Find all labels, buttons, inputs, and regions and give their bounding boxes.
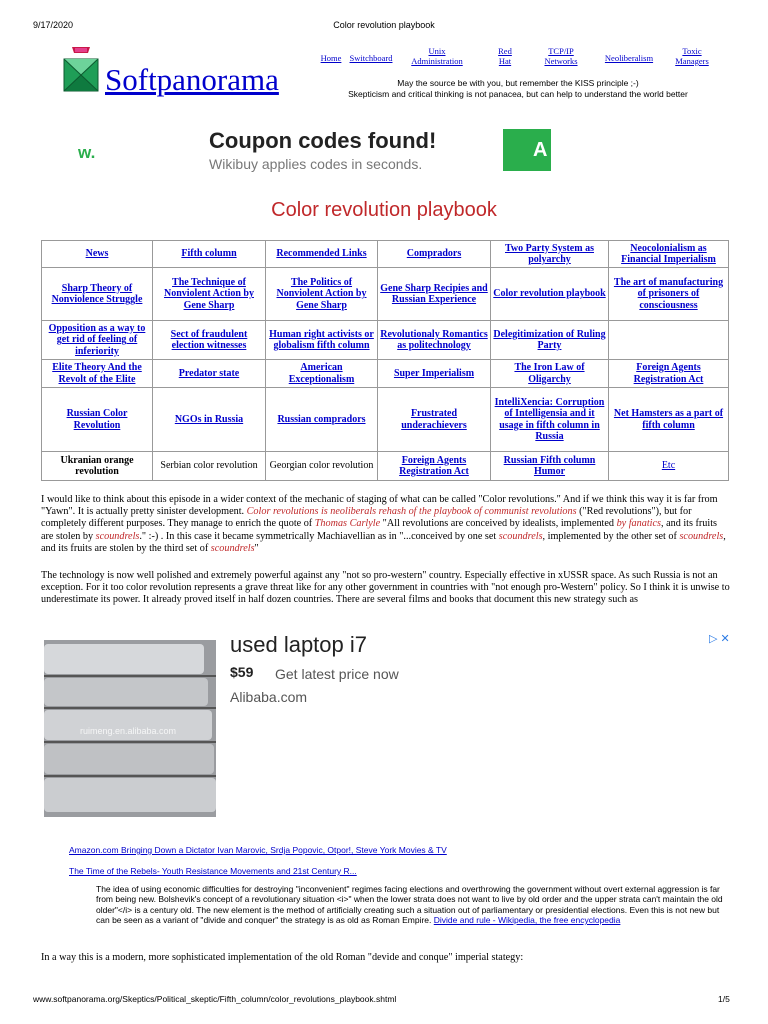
amazon-link[interactable]: Amazon.com Bringing Down a Dictator Ivan Marovic, Srdja Popovic, Otpor!, Steve York Movies & TV: [69, 845, 447, 855]
highlight-text: scoundrels: [95, 530, 140, 542]
table-link[interactable]: Opposition as a way to get rid of feeling of inferiority: [48, 322, 146, 357]
image-watermark: ruimeng.en.alibaba.com: [80, 726, 177, 736]
paragraph-text: ("Red revolutions"), but for completely different purposes. They manage to enrich the quote of: [41, 506, 692, 530]
table-link[interactable]: Super Imperialism: [393, 367, 475, 379]
table-cell: Ukranian orange revolution: [42, 452, 153, 481]
table-link[interactable]: NGOs in Russia: [174, 413, 244, 425]
highlight-text: scoundrels: [679, 530, 724, 542]
table-link[interactable]: Human right activists or globalism fifth column: [269, 328, 374, 351]
table-cell: [42, 241, 153, 268]
table-cell: [378, 452, 491, 481]
site-motto: May the source be with you, but remember the KISS principle ;-): [397, 78, 639, 88]
ad-choices-close-icon[interactable]: ▷ ✕: [709, 633, 730, 645]
table-link[interactable]: Revolutionaly Romantics as politechnology: [380, 328, 488, 351]
page-number: 1/5: [718, 994, 730, 1004]
table-link[interactable]: Foreign Agents Registration Act: [399, 454, 469, 477]
nav-unix-administration[interactable]: Unix Administration: [411, 46, 463, 66]
table-link[interactable]: Russian Fifth column Humor: [503, 454, 596, 477]
table-link[interactable]: Sect of fraudulent election witnesses: [170, 328, 248, 351]
table-cell: [491, 388, 609, 452]
nav-home[interactable]: Home: [320, 53, 342, 63]
highlight-text: scoundrels: [498, 530, 543, 542]
softpanorama-logo-icon: [63, 47, 99, 93]
table-cell: [42, 360, 153, 388]
table-cell: [266, 388, 378, 452]
table-link[interactable]: Delegitimization of Ruling Party: [493, 328, 606, 351]
table-link[interactable]: Russian compradors: [277, 413, 366, 425]
table-cell: [153, 360, 266, 388]
table-link[interactable]: The Technique of Nonviolent Action by Gene Sharp: [163, 276, 254, 311]
table-link[interactable]: IntelliXencia: Corruption of Intelligensia and it usage in fifth column in Russia: [494, 396, 605, 442]
table-cell: [378, 388, 491, 452]
closing-paragraph: In a way this is a modern, more sophisticated implementation of the old Roman "devide and conque" imperial stategy:: [41, 952, 524, 963]
wikibuy-logo[interactable]: w.: [78, 143, 96, 162]
site-tagline: Skepticism and critical thinking is not panacea, but can help to understand the world better: [348, 89, 688, 99]
highlight-text: by fanatics: [616, 518, 661, 530]
print-date: 9/17/2020: [33, 20, 74, 30]
table-cell: [153, 268, 266, 321]
ad-laptop-site[interactable]: Alibaba.com: [230, 689, 308, 705]
table-cell: [609, 360, 729, 388]
nav-switchboard[interactable]: Switchboard: [349, 53, 393, 63]
table-cell: [378, 360, 491, 388]
table-cell: [609, 452, 729, 481]
table-link[interactable]: Gene Sharp Recipies and Russian Experience: [380, 282, 488, 305]
table-link[interactable]: Color revolution playbook: [493, 288, 606, 300]
table-link[interactable]: Sharp Theory of Nonviolence Struggle: [51, 282, 143, 305]
table-link[interactable]: Predator state: [178, 367, 240, 379]
blockquote: [96, 884, 728, 925]
table-link[interactable]: The art of manufacturing of prisoners of consciousness: [613, 276, 724, 311]
nav-neoliberalism[interactable]: Neoliberalism: [604, 53, 654, 63]
table-cell: [491, 268, 609, 321]
table-link[interactable]: Fifth column: [181, 248, 237, 260]
paragraph-text: , and its fruits are stolen by: [41, 518, 718, 542]
table-cell: [609, 321, 729, 360]
highlight-text: Thomas Carlyle: [314, 518, 381, 530]
table-cell: [153, 321, 266, 360]
nav-red-hat[interactable]: Red Hat: [498, 46, 512, 66]
ad-coupon-button[interactable]: A: [503, 129, 551, 171]
table-cell: [42, 321, 153, 360]
table-cell: [491, 321, 609, 360]
table-link[interactable]: Frustrated underachievers: [401, 408, 467, 431]
ad-coupon-title[interactable]: Coupon codes found!: [209, 128, 437, 153]
table-cell: [266, 321, 378, 360]
table-link[interactable]: Etc: [661, 460, 676, 472]
intro-paragraph: [41, 494, 731, 555]
table-cell: [42, 268, 153, 321]
table-cell: [266, 268, 378, 321]
ad-laptop-title[interactable]: used laptop i7: [230, 632, 367, 657]
paragraph-text: , implemented by the other set of: [542, 530, 677, 542]
site-logo[interactable]: [63, 47, 99, 93]
table-link[interactable]: Two Party System as polyarchy: [505, 242, 594, 265]
table-link[interactable]: Compradors: [406, 248, 462, 260]
table-cell: [609, 268, 729, 321]
table-link[interactable]: News: [85, 248, 109, 260]
page-title: Color revolution playbook: [271, 199, 497, 221]
table-link[interactable]: The Politics of Nonviolent Action by Gene Sharp: [276, 276, 367, 311]
topic-table: [41, 240, 729, 481]
table-cell: [266, 241, 378, 268]
table-link[interactable]: Net Hamsters as a part of fifth column: [613, 408, 724, 431]
rebels-link[interactable]: The Time of the Rebels- Youth Resistance Movements and 21st Century R...: [69, 866, 357, 876]
highlight-text: Color revolutions is neoliberals rehash of the playbook of communist revolutions: [246, 506, 577, 518]
print-title: Color revolution playbook: [333, 20, 435, 30]
table-link[interactable]: Elite Theory And the Revolt of the Elite: [52, 362, 142, 385]
table-link[interactable]: Foreign Agents Registration Act: [633, 362, 704, 385]
nav-tcpip-networks[interactable]: TCP/IP Networks: [544, 46, 578, 66]
table-cell: [491, 360, 609, 388]
ad-coupon-subtitle: Wikibuy applies codes in seconds.: [209, 156, 423, 172]
table-cell: [42, 388, 153, 452]
table-link[interactable]: Recommended Links: [276, 248, 367, 260]
technology-paragraph: The technology is now well polished and extremely powerful against any "not so pro-western" country. Especially effective in xUSSR space. As such Russia is not an exception. For it too color revolution represents a grave threat like for any other government in countries with "not enough pro-Western" policy. So I think it is unwise to underestimate its power. It already proved itself in half dozen countries. There are several films and books that document this new strategy such as: [41, 570, 730, 606]
paragraph-text: ." :-) . In this case it became symmetrically Machiavellian as in "...conceived by one set: [139, 530, 497, 542]
table-link[interactable]: The Iron Law of Oligarchy: [514, 362, 585, 385]
table-cell: Georgian color revolution: [266, 452, 378, 481]
table-cell: [491, 241, 609, 268]
nav-toxic-managers[interactable]: Toxic Managers: [675, 46, 709, 66]
ad-laptop-subtitle: Get latest price now: [275, 666, 399, 682]
table-link[interactable]: American Exceptionalism: [288, 362, 355, 385]
ad-laptop-image[interactable]: [44, 640, 216, 817]
table-cell: [266, 360, 378, 388]
table-cell: [378, 321, 491, 360]
table-cell: [609, 241, 729, 268]
paragraph-text: ": [254, 542, 259, 554]
ad-laptop-price: $59: [230, 664, 254, 680]
table-cell: [609, 388, 729, 452]
print-url: www.softpanorama.org/Skeptics/Political_skeptic/Fifth_column/color_revolutions_playbook.shtml: [33, 994, 397, 1004]
quote-text: The idea of using economic difficulties for destroying "inconvenient" regimes facing elections and overthrowing the government without overt external aggression is far from being new. Bolshevik's concept of a revolutionary situation <i>" when the lower strata does not want to live by old order and the upper strata can't maintain the old older"</i> is a century old. The new element is the method of artificially creating such a situation out of parliamentary or presidential elections. Even this is not new but can be seen as a variant of "divide and conquer" the strategy is as old as Roman Empire.: [96, 884, 723, 925]
table-cell: [153, 388, 266, 452]
table-cell: [153, 241, 266, 268]
table-link[interactable]: Neocolonialism as Financial Imperialism: [621, 242, 716, 265]
site-name-link[interactable]: Softpanorama: [105, 62, 279, 97]
divide-and-rule-link[interactable]: Divide and rule - Wikipedia, the free encyclopedia: [433, 914, 621, 925]
table-cell: Serbian color revolution: [153, 452, 266, 481]
table-link[interactable]: Russian Color Revolution: [66, 408, 128, 431]
table-cell: [378, 241, 491, 268]
paragraph-text: , and its fruits are stolen by the third set of: [41, 530, 726, 554]
table-cell: [378, 268, 491, 321]
table-cell: [491, 452, 609, 481]
paragraph-text: "All revolutions are conceived by idealists, implemented: [382, 518, 615, 530]
paragraph-text: I would like to think about this episode in a wider context of the mechanic of staging of what can be called "Color revolutions." And if we think this way it is far from "Yawn". It is actually pretty sinister development.: [41, 494, 718, 518]
highlight-text: scoundrels: [210, 542, 255, 554]
